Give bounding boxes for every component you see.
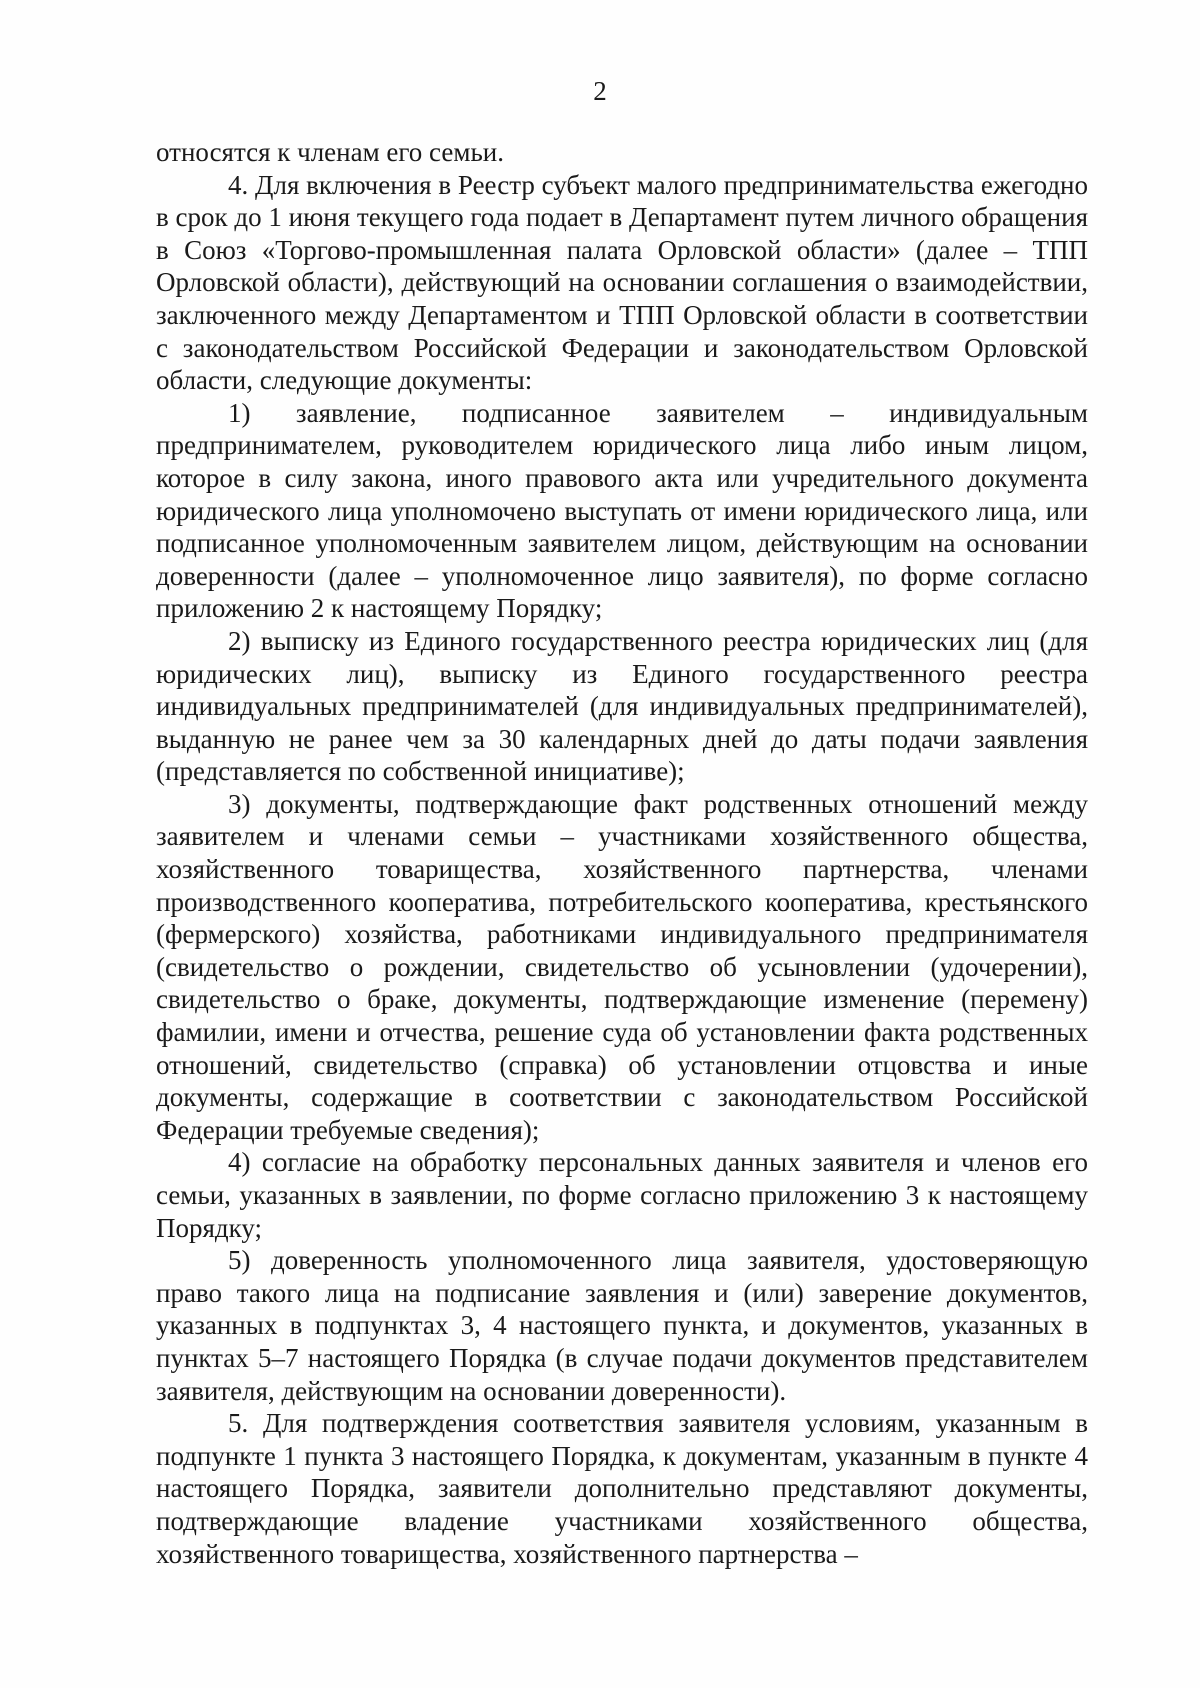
paragraph-subitem-1: 1) заявление, подписанное заявителем – индивидуальным предпринимателем, руководителем юридического лица либо иным лицом, которое в силу закона, иного правового акта или учредительного документа юридического лица уполномочено выступать от имени юридического лица, или подписанное уполномоченным заявителем лицом, действующим на основании доверенности (далее – уполномоченное лицо заявителя), по форме согласно приложению 2 к настоящему Порядку; — [156, 397, 1088, 624]
paragraph-item-5: 5. Для подтверждения соответствия заявителя условиям, указанным в подпункте 1 пункта 3 настоящего Порядка, к документам, указанным в пункте 4 настоящего Порядка, заявители дополнительно представляют документы, подтверждающие владение участниками хозяйственного общества, хозяйственного товарищества, хозяйственного партнерства – — [156, 1408, 1088, 1569]
document-body — [156, 136, 1088, 1570]
page-number: 2 — [593, 76, 607, 106]
paragraph-subitem-4: 4) согласие на обработку персональных данных заявителя и членов его семьи, указанных в заявлении, по форме согласно приложению 3 к настоящему Порядку; — [156, 1147, 1088, 1243]
paragraph-subitem-5: 5) доверенность уполномоченного лица заявителя, удостоверяющую право такого лица на подписание заявления и (или) заверение документов, указанных в подпунктах 3, 4 настоящего пункта, и документов, указанных в пунктах 5–7 настоящего Порядка (в случае подачи документов представителем заявителя, действующим на основании доверенности). — [156, 1245, 1088, 1406]
paragraph-continuation: относятся к членам его семьи. — [156, 137, 504, 167]
paragraph-item-4: 4. Для включения в Реестр субъект малого предпринимательства ежегодно в срок до 1 июня текущего года подает в Департамент путем личного обращения в Союз «Торгово-промышленная палата Орловской области» (далее – ТПП Орловской области), действующий на основании соглашения о взаимодействии, заключенного между Департаментом и ТПП Орловской области в соответствии с законодательством Российской Федерации и законодательством Орловской области, следующие документы: — [156, 169, 1088, 396]
paragraph-subitem-2: 2) выписку из Единого государственного реестра юридических лиц (для юридических лиц), выписку из Единого государственного реестра индивидуальных предпринимателей (для индивидуальных предпринимателей), выданную не ранее чем за 30 календарных дней до даты подачи заявления (представляется по собственной инициативе); — [156, 625, 1088, 787]
paragraph-subitem-3: 3) документы, подтверждающие факт родственных отношений между заявителем и членами семьи – участниками хозяйственного общества, хозяйственного товарищества, хозяйственного партнерства, членами производственного кооператива, потребительского кооператива, крестьянского (фермерского) хозяйства, работниками индивидуального предпринимателя (свидетельство о рождении, свидетельство об усыновлении (удочерении), свидетельство о браке, документы, подтверждающие изменение (перемену) фамилии, имени и отчества, решение суда об установлении факта родственных отношений, свидетельство (справка) об установлении отцовства и иные документы, содержащие в соответствии с законодательством Российской Федерации требуемые сведения); — [156, 788, 1088, 1145]
scan-footer-margin — [0, 1648, 1200, 1688]
